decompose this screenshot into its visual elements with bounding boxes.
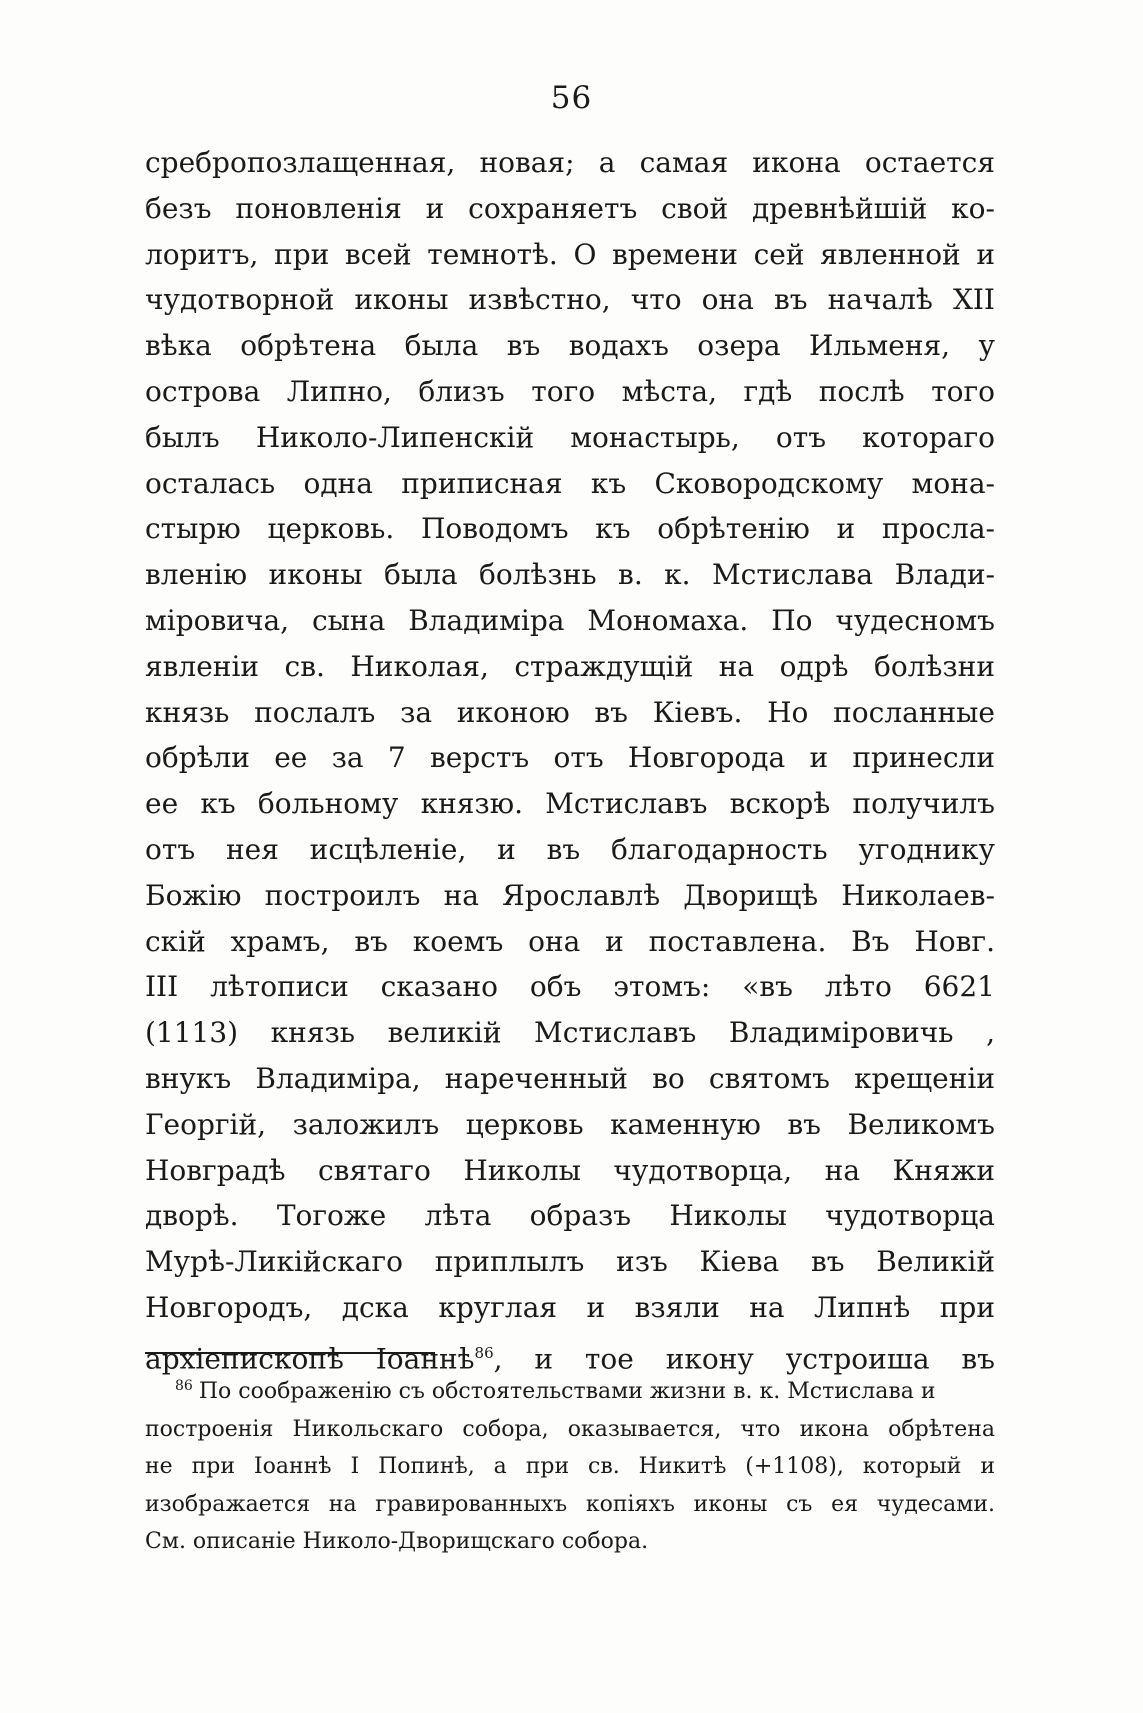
text-line: Георгій, заложилъ церковь каменную въ Великомъ [145,1107,995,1141]
footnote-text: По соображенію съ обстоятельствами жизни в. к. Мстислава и [198,1379,936,1404]
text-line: чудотворной иконы извѣстно, что она въ началѣ XII [145,283,995,317]
text-line: скій храмъ, въ коемъ она и поставлена. Въ Новг. [145,924,995,958]
text-fragment: , и тое икону устроиша въ [493,1342,995,1376]
footnote-line: построенія Никольскаго собора, оказывается, что икона обрѣтена [145,1416,995,1442]
text-line: лоритъ, при всей темнотѣ. О времени сей явленной и [145,237,995,271]
text-line: міровича, сына Владиміра Мономаха. По чудесномъ [145,603,995,637]
text-line: отъ нея исцѣленіе, и въ благодарность угоднику [145,832,995,866]
text-line: вленію иконы была болѣзнь в. к. Мстислава Влади- [145,558,995,592]
main-text [145,140,995,1377]
footnote-divider [145,1352,435,1354]
footnote-reference: 86 [474,1343,494,1362]
footnote-line: не при Іоаннѣ I Попинѣ, а при св. Никитѣ (+1108), который и [145,1454,995,1479]
text-line: безъ поновленія и сохраняетъ свой древнѣйшій ко- [145,191,995,225]
text-line: былъ Николо-Липенскій монастырь, отъ котораго [145,420,995,454]
text-line: Новградѣ святаго Николы чудотворца, на Княжи [145,1153,995,1187]
text-line: Новгородъ, дска круглая и взяли на Липнѣ при [145,1290,995,1324]
text-line: сребропозлащенная, новая; а самая икона остается [145,146,995,179]
text-line: князь послалъ за иконою въ Кіевъ. Но посланные [145,695,995,729]
page-number: 56 [550,80,593,116]
text-line: осталась одна приписная къ Сковородскому мона- [145,466,995,500]
text-line: дворѣ. Тогоже лѣта образъ Николы чудотворца [145,1199,995,1233]
text-line: вѣка обрѣтена была въ водахъ озера Ильменя, у [145,329,995,363]
text-line: обрѣли ее за 7 верстъ отъ Новгорода и принесли [145,741,995,775]
text-fragment: архіепископѣ Іоаннѣ [145,1342,475,1376]
text-line: внукъ Владиміра, нареченный во святомъ крещеніи [145,1061,995,1095]
text-line: явленіи св. Николая, страждущій на одрѣ болѣзни [145,649,995,683]
text-line: Божію построилъ на Ярославлѣ Дворищѣ Николаев- [145,878,995,912]
text-line: (1113) князь великій Мстиславъ Владиміровичь , [145,1016,995,1050]
footnote [145,1373,995,1561]
footnote-line [145,1373,995,1411]
footnote-line: изображается на гравированныхъ копіяхъ иконы съ ея чудесами. [145,1491,995,1517]
text-line: III лѣтописи сказано объ этомъ: «въ лѣто 6621 [145,970,995,1004]
text-line: Мурѣ-Ликійскаго приплылъ изъ Кіева въ Великій [145,1245,995,1279]
text-line: острова Липно, близъ того мѣста, гдѣ послѣ того [145,374,995,408]
footnote-marker: 86 [175,1377,193,1394]
text-line: стырю церковь. Поводомъ къ обрѣтенію и просла- [145,512,995,546]
text-line: ее къ больному князю. Мстиславъ вскорѣ получилъ [145,787,995,821]
footnote-line: См. описаніе Николо-Дворищскаго собора. [145,1529,649,1554]
